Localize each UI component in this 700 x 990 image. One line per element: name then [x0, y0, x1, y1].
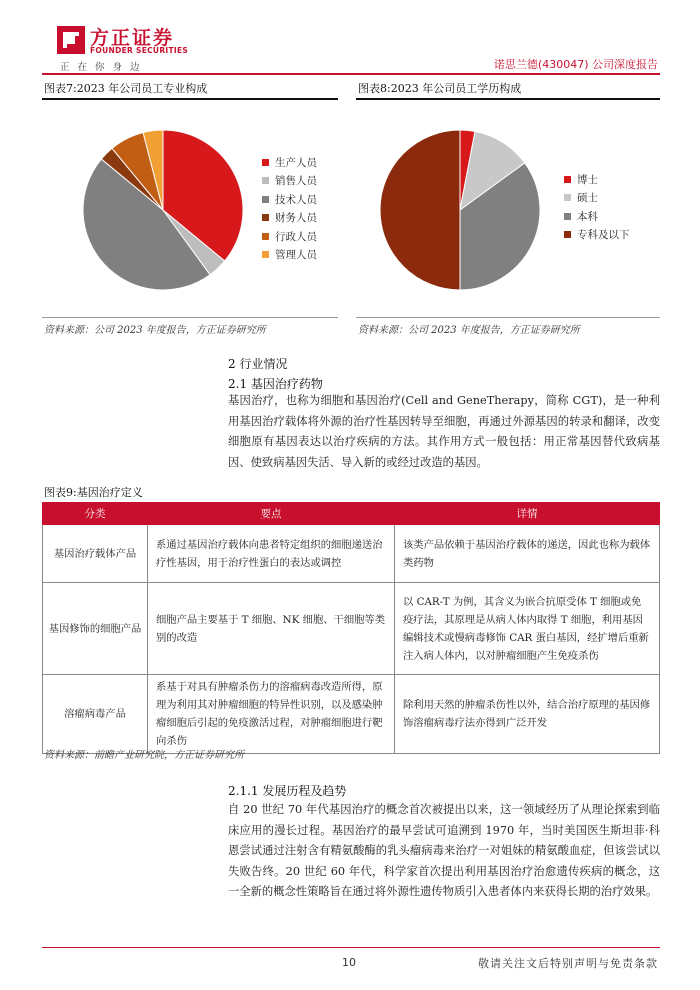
column-header-category: 分类 [43, 503, 148, 525]
row-key-points: 系通过基因治疗载体向患者特定组织的细胞递送治疗性基因，用于治疗性蛋白的表达或调控 [148, 525, 395, 583]
figure7-legend-item [262, 190, 317, 209]
column-header-key-points: 要点 [148, 503, 395, 525]
figure7-title: 图表7:2023 年公司员工专业构成 [44, 82, 208, 95]
figure8-legend-item [564, 189, 630, 208]
figure8-legend-label: 硕士 [577, 192, 598, 205]
figure8-title: 图表8:2023 年公司员工学历构成 [358, 82, 522, 95]
row-key-points: 系基于对具有肿瘤杀伤力的溶瘤病毒改造所得，原理为利用其对肿瘤细胞的特异性识别，以及感染肿瘤细胞后引起的免疫激活过程，对肿瘤细胞进行靶向杀伤 [148, 675, 395, 754]
figure7-legend-swatch [262, 214, 269, 221]
row-details: 该类产品依赖于基因治疗载体的递送，因此也称为载体类药物 [395, 525, 660, 583]
figure7-legend-label: 行政人员 [275, 230, 317, 243]
figure7-legend-label: 生产人员 [275, 156, 317, 169]
figure8-legend-label: 专科及以下 [577, 229, 630, 242]
table-header-row [43, 503, 660, 525]
figure7-source: 资料来源：公司 2023 年度报告，方正证券研究所 [44, 325, 266, 336]
figure8-slice-4 [380, 130, 460, 290]
figure8-pie-chart [375, 115, 545, 305]
figure7-legend-swatch [262, 177, 269, 184]
figure8-legend-swatch [564, 194, 571, 201]
gene-therapy-definition-table [42, 502, 660, 754]
report-meta: 诺思兰德(430047) 公司深度报告 [493, 58, 658, 71]
section-paragraph: 基因治疗，也称为细胞和基因治疗(Cell and GeneTherapy，简称 CGT)，是一种利用基因治疗载体将外源的治疗性基因转导至细胞，再通过外源基因的转录和翻译，改变细胞原有基因表达以治疗疾病的方法。其作用方式一般包括：用正常基因替代致病基因、使致病基因失活、导入新的或经过改造的基因。 [228, 394, 660, 469]
page-number: 10 [342, 956, 356, 969]
figure8-legend-label: 本科 [577, 210, 598, 223]
figure7-legend [262, 153, 317, 264]
figure9-source: 资料来源：前瞻产业研究院，方正证券研究所 [44, 750, 244, 761]
figure7-pie-chart [78, 115, 248, 305]
figure7-legend-item [262, 153, 317, 172]
row-key-points: 细胞产品主要基于 T 细胞、NK 细胞、干细胞等类别的改造 [148, 583, 395, 675]
figure8-legend-swatch [564, 176, 571, 183]
figure8-legend-label: 博士 [577, 173, 598, 186]
slogan: 正在你身边 [60, 62, 148, 73]
figure7-legend-label: 财务人员 [275, 212, 317, 225]
figure7-legend-item [262, 209, 317, 228]
figure7-legend-item [262, 172, 317, 191]
figure8-legend-item [564, 226, 630, 245]
figure7-legend-label: 销售人员 [275, 175, 317, 188]
disclaimer-link[interactable]: 敬请关注文后特别声明与免责条款 [478, 957, 658, 970]
founder-logo-icon [57, 26, 85, 54]
figure7-legend-swatch [262, 196, 269, 203]
figure7-top-rule [42, 98, 338, 100]
figure7-bottom-rule [42, 317, 338, 318]
logo-english-name: FOUNDER SECURITIES [90, 46, 189, 55]
table-row [43, 525, 660, 583]
figure7-legend-item [262, 246, 317, 265]
figure7-legend-swatch [262, 233, 269, 240]
figure8-top-rule [356, 98, 660, 100]
row-details: 除利用天然的肿瘤杀伤性以外，结合治疗原理的基因修饰溶瘤病毒疗法亦得到广泛开发 [395, 675, 660, 754]
row-category: 溶瘤病毒产品 [43, 675, 148, 754]
header-divider [42, 73, 660, 75]
figure7-legend-item [262, 227, 317, 246]
history-paragraph: 自 20 世纪 70 年代基因治疗的概念首次被提出以来，这一领域经历了从理论探索到临床应用的漫长过程。基因治疗的最早尝试可追溯到 1970 年，当时美国医生斯坦菲·科恩尝试通过注射含有精氨酸酶的乳头瘤病毒来治疗一对姐妹的精氨酸血症，但该尝试以失败告终。20 世纪 60 年代，科学家首次提出利用基因治疗治愈遗传疾病的概念，这一全新的概念性策略旨在通过将外源性遗传物质引入患者体内来获得长期的治疗效果。 [228, 803, 660, 898]
figure7-legend-swatch [262, 159, 269, 166]
figure7-legend-label: 管理人员 [275, 249, 317, 262]
figure8-legend-item [564, 207, 630, 226]
section-heading: 2 行业情况 [228, 357, 288, 371]
row-category: 基因修饰的细胞产品 [43, 583, 148, 675]
figure8-bottom-rule [356, 317, 660, 318]
figure8-source: 资料来源：公司 2023 年度报告，方正证券研究所 [358, 325, 580, 336]
figure9-title: 图表9:基因治疗定义 [44, 486, 143, 499]
row-category: 基因治疗载体产品 [43, 525, 148, 583]
footer-divider [42, 947, 660, 948]
figure7-legend-label: 技术人员 [275, 193, 317, 206]
column-header-details: 详情 [395, 503, 660, 525]
figure8-legend-swatch [564, 213, 571, 220]
figure8-legend [564, 170, 630, 244]
table-row [43, 583, 660, 675]
figure7-legend-swatch [262, 251, 269, 258]
logo-chinese-name: 方正证券 [90, 27, 175, 49]
figure8-legend-swatch [564, 231, 571, 238]
figure8-legend-item [564, 170, 630, 189]
subsection-heading: 2.1 基因治疗药物 [228, 377, 323, 391]
row-details: 以 CAR-T 为例，其含义为嵌合抗原受体 T 细胞或免疫疗法，其原理是从病人体内取得 T 细胞，利用基因编辑技术或慢病毒修饰 CAR 蛋白基因，经扩增后重新注入病人体内，以对肿瘤细胞产生免疫杀伤 [395, 583, 660, 675]
subsection-heading-2-1-1: 2.1.1 发展历程及趋势 [228, 784, 347, 798]
table-row [43, 675, 660, 754]
